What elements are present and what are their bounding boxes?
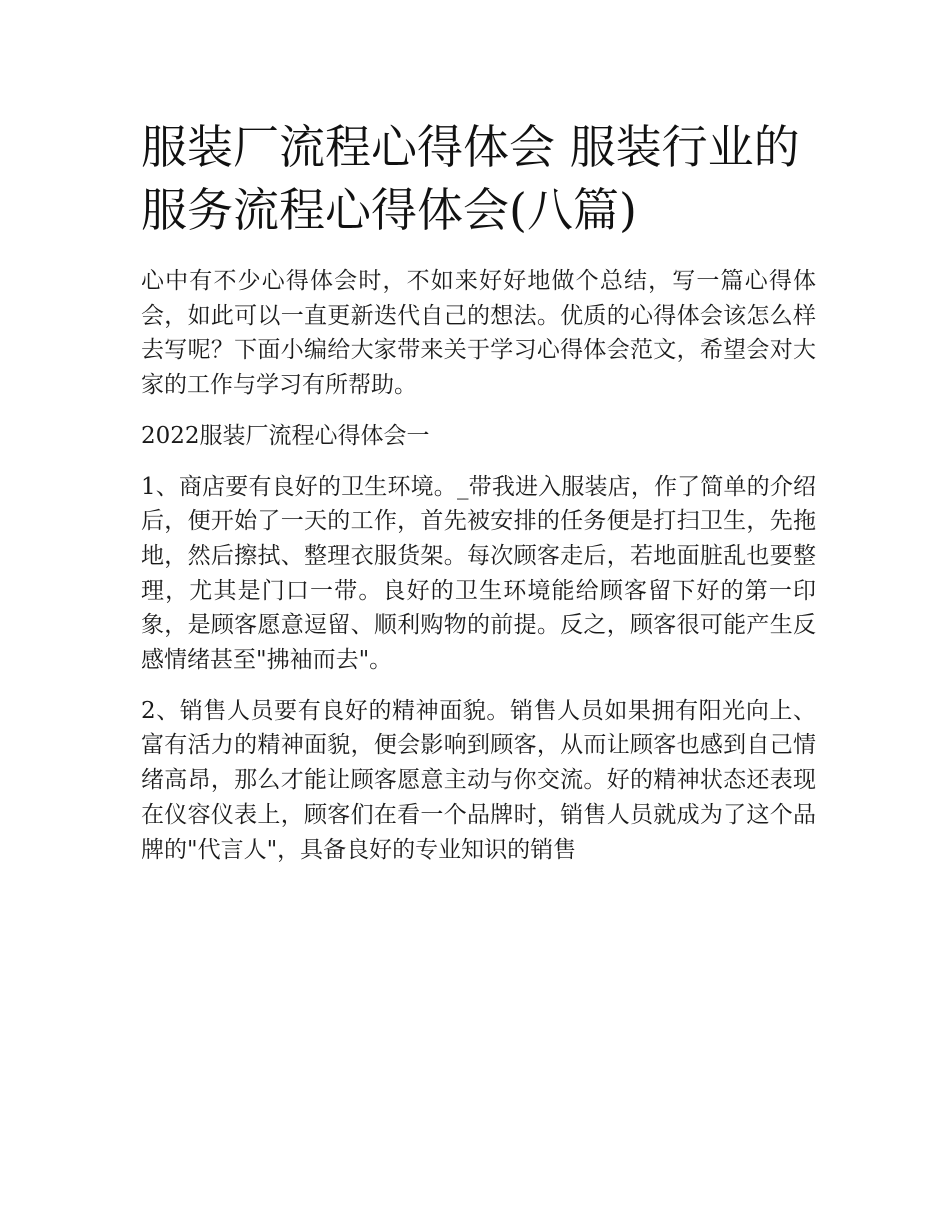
- document-title: 服装厂流程心得体会 服装行业的服务流程心得体会(八篇): [141, 120, 800, 237]
- intro-paragraph: 心中有不少心得体会时，不如来好好地做个总结，写一篇心得体会，如此可以一直更新迭代自己的想法。优质的心得体会该怎么样去写呢？下面小编给大家带来关于学习心得体会范文，希望会对大家的工作与学习有所帮助。: [141, 268, 816, 399]
- section-heading: 2022服装厂流程心得体会一: [141, 422, 430, 449]
- body-paragraph-2: 2、销售人员要有良好的精神面貌。销售人员如果拥有阳光向上、富有活力的精神面貌，便会影响到顾客，从而让顾客也感到自己情绪高昂，那么才能让顾客愿意主动与你交流。好的精神状态还表现在仪容仪表上，顾客们在看一个品牌时，销售人员就成为了这个品牌的"代言人"，具备良好的专业知识的销售: [141, 697, 816, 863]
- body-paragraph-1: 1、商店要有良好的卫生环境。_带我进入服装店，作了简单的介绍后，便开始了一天的工作，首先被安排的任务便是打扫卫生，先拖地，然后擦拭、整理衣服货架。每次顾客走后，若地面脏乱也要整理，尤其是门口一带。良好的卫生环境能给顾客留下好的第一印象，是顾客愿意逗留、顺利购物的前提。反之，顾客很可能产生反感情绪甚至"拂袖而去"。: [141, 473, 816, 674]
- document-page: [141, 116, 816, 883]
